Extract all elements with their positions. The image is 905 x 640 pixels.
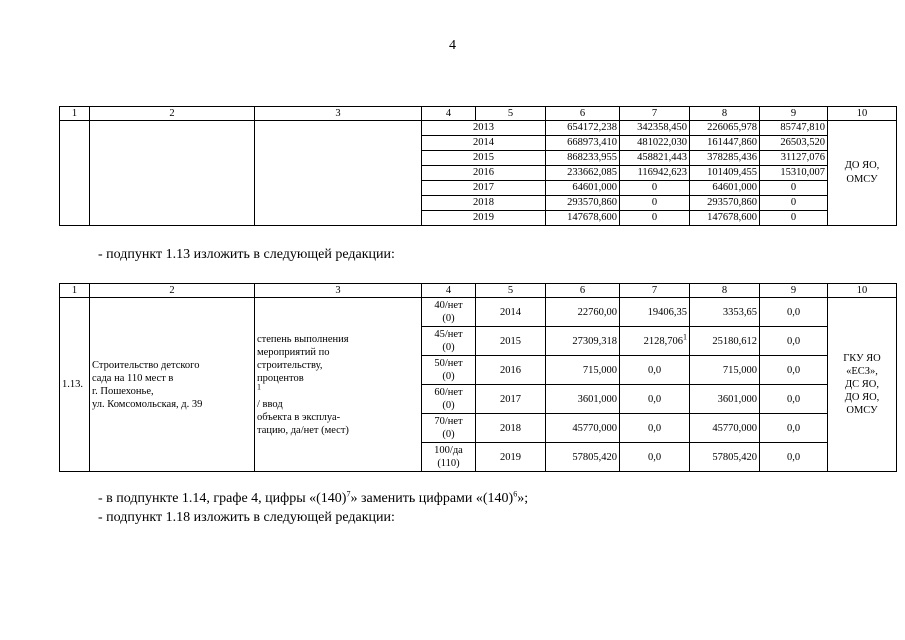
- target-value-cell: [422, 385, 476, 414]
- amount-cell: 0: [760, 181, 828, 196]
- amount-cell: 161447,860: [690, 136, 760, 151]
- table-header-row: [60, 284, 897, 298]
- table-row: [60, 298, 897, 327]
- amount-cell: [620, 298, 690, 327]
- year-cell: 2013: [422, 121, 546, 136]
- amount-cell: 293570,860: [546, 196, 620, 211]
- header-cell: 3: [255, 107, 422, 121]
- amount-cell: 378285,436: [690, 151, 760, 166]
- header-cell: 6: [546, 107, 620, 121]
- item-number-cell: 1.13.: [60, 298, 90, 472]
- amount-cell: 45770,000: [690, 414, 760, 443]
- header-cell: 10: [828, 284, 897, 298]
- amount-cell: [620, 443, 690, 472]
- amount-value: 0,0: [647, 364, 662, 376]
- amount-cell: 31127,076: [760, 151, 828, 166]
- amount-cell: 0: [620, 181, 690, 196]
- paragraph-text: - в подпункте 1.14, графе 4, цифры «(140): [98, 491, 347, 506]
- executor-line: ДО ЯО,: [844, 392, 880, 403]
- executor-cell: [828, 121, 897, 226]
- amount-cell: 45770,000: [546, 414, 620, 443]
- amount-cell: 458821,443: [620, 151, 690, 166]
- amount-cell: [620, 327, 690, 356]
- amendment-paragraph-1-14: [98, 491, 528, 507]
- target-value-cell: [422, 327, 476, 356]
- amount-cell: 3601,000: [690, 385, 760, 414]
- header-cell: 6: [546, 284, 620, 298]
- amount-cell: [620, 356, 690, 385]
- table-header-row: [60, 107, 897, 121]
- header-cell: 7: [620, 284, 690, 298]
- footnote-mark: 1: [257, 382, 261, 391]
- amount-cell: 64601,000: [690, 181, 760, 196]
- year-cell: 2015: [476, 327, 546, 356]
- amount-value: 0,0: [647, 422, 662, 434]
- indicator-line: [257, 333, 419, 346]
- amount-cell: [620, 414, 690, 443]
- indicator-text: степень выполнения: [257, 333, 349, 345]
- amount-cell: 0: [620, 196, 690, 211]
- target-value-cell: [422, 414, 476, 443]
- amount-cell: 668973,410: [546, 136, 620, 151]
- target-value-qty: (110): [437, 458, 460, 469]
- amount-cell: 293570,860: [690, 196, 760, 211]
- year-cell: 2014: [422, 136, 546, 151]
- amount-cell: 233662,085: [546, 166, 620, 181]
- activity-table: [59, 283, 897, 472]
- target-value-cell: [422, 298, 476, 327]
- header-cell: 7: [620, 107, 690, 121]
- amount-cell: 57805,420: [690, 443, 760, 472]
- header-cell: 1: [60, 284, 90, 298]
- header-cell: 3: [255, 284, 422, 298]
- amount-value: 0,0: [647, 451, 662, 463]
- amendment-paragraph-1-13: - подпункт 1.13 изложить в следующей редакции:: [98, 247, 395, 262]
- target-value-qty: (0): [442, 371, 455, 382]
- target-value: 50/нет: [434, 358, 463, 369]
- empty-cell: [60, 121, 90, 226]
- indicator-text: объекта в эксплуа-: [257, 411, 341, 423]
- amount-cell: 0: [620, 211, 690, 226]
- executor-line: ГКУ ЯО: [843, 353, 881, 364]
- amount-cell: 654172,238: [546, 121, 620, 136]
- year-cell: 2017: [476, 385, 546, 414]
- amount-cell: 3601,000: [546, 385, 620, 414]
- amount-cell: 481022,030: [620, 136, 690, 151]
- empty-cell: [255, 121, 422, 226]
- header-cell: 5: [476, 284, 546, 298]
- target-value-qty: (0): [442, 313, 455, 324]
- header-cell: 9: [760, 284, 828, 298]
- header-cell: 2: [90, 107, 255, 121]
- year-cell: 2014: [476, 298, 546, 327]
- target-value-cell: [422, 443, 476, 472]
- year-cell: 2015: [422, 151, 546, 166]
- target-value-qty: (0): [442, 342, 455, 353]
- table-row: [60, 121, 897, 136]
- amount-cell: 0,0: [760, 298, 828, 327]
- year-cell: 2016: [422, 166, 546, 181]
- executor-line: ДС ЯО,: [844, 379, 879, 390]
- page-number: 4: [449, 38, 456, 53]
- amount-cell: 26503,520: [760, 136, 828, 151]
- amount-cell: 147678,600: [546, 211, 620, 226]
- target-value: 40/нет: [434, 300, 463, 311]
- amount-cell: 3353,65: [690, 298, 760, 327]
- indicator-line: [257, 424, 419, 437]
- amount-value: 19406,35: [647, 306, 687, 318]
- year-cell: 2018: [476, 414, 546, 443]
- amount-cell: 715,000: [546, 356, 620, 385]
- amount-cell: 0: [760, 211, 828, 226]
- header-cell: 2: [90, 284, 255, 298]
- header-cell: 9: [760, 107, 828, 121]
- amount-cell: 0,0: [760, 327, 828, 356]
- amount-cell: 64601,000: [546, 181, 620, 196]
- indicator-text: мероприятий по: [257, 346, 330, 358]
- activity-name-line: ул. Комсомольская, д. 39: [92, 398, 203, 410]
- indicator-text: тацию, да/нет (мест): [257, 424, 349, 436]
- activity-name-cell: [90, 298, 255, 472]
- activity-name-line: сада на 110 мест в: [92, 372, 174, 384]
- executor-line: ДО ЯО,: [844, 160, 880, 171]
- funding-table: [59, 106, 897, 226]
- amount-cell: 101409,455: [690, 166, 760, 181]
- year-cell: 2019: [476, 443, 546, 472]
- amount-cell: 27309,318: [546, 327, 620, 356]
- header-cell: 1: [60, 107, 90, 121]
- footnote-mark: 6: [513, 489, 518, 499]
- indicator-text: строительству,: [257, 359, 323, 371]
- target-value-qty: (0): [442, 400, 455, 411]
- empty-cell: [90, 121, 255, 226]
- amount-cell: 0,0: [760, 443, 828, 472]
- funding-table-body: [60, 107, 897, 226]
- header-cell: 8: [690, 284, 760, 298]
- amount-cell: 0,0: [760, 385, 828, 414]
- amendment-paragraph-1-18: - подпункт 1.18 изложить в следующей редакции:: [98, 510, 395, 525]
- amount-cell: 85747,810: [760, 121, 828, 136]
- activity-table-body: [60, 284, 897, 472]
- amount-cell: 147678,600: [690, 211, 760, 226]
- target-value: 70/нет: [434, 416, 463, 427]
- indicator-line: [257, 359, 419, 372]
- amount-cell: 15310,007: [760, 166, 828, 181]
- header-cell: 10: [828, 107, 897, 121]
- header-cell: 4: [422, 107, 476, 121]
- year-cell: 2017: [422, 181, 546, 196]
- header-cell: 5: [476, 107, 546, 121]
- target-value: 60/нет: [434, 387, 463, 398]
- amount-cell: 22760,00: [546, 298, 620, 327]
- executor-cell: [828, 298, 897, 472]
- amount-cell: 25180,612: [690, 327, 760, 356]
- amount-cell: 0,0: [760, 414, 828, 443]
- amount-cell: 57805,420: [546, 443, 620, 472]
- executor-line: ОМСУ: [846, 405, 878, 416]
- amount-cell: [620, 385, 690, 414]
- indicator-cell: [255, 298, 422, 472]
- amount-value: 0,0: [647, 393, 662, 405]
- target-value: 100/да: [434, 445, 463, 456]
- amount-cell: 226065,978: [690, 121, 760, 136]
- target-value-cell: [422, 356, 476, 385]
- header-cell: 8: [690, 107, 760, 121]
- paragraph-text: » заменить цифрами «(140): [350, 491, 514, 506]
- indicator-text: / ввод: [257, 398, 283, 410]
- executor-line: ОМСУ: [846, 174, 878, 185]
- indicator-line: [257, 372, 419, 411]
- year-cell: 2018: [422, 196, 546, 211]
- amount-cell: 0,0: [760, 356, 828, 385]
- header-cell: 4: [422, 284, 476, 298]
- footnote-mark: 7: [346, 489, 351, 499]
- amount-cell: 868233,955: [546, 151, 620, 166]
- target-value-qty: (0): [442, 429, 455, 440]
- footnote-mark: 1: [683, 332, 687, 341]
- target-value: 45/нет: [434, 329, 463, 340]
- amount-cell: 715,000: [690, 356, 760, 385]
- indicator-line: [257, 346, 419, 359]
- amount-cell: 116942,623: [620, 166, 690, 181]
- indicator-text: процентов: [257, 372, 304, 384]
- amount-cell: 342358,450: [620, 121, 690, 136]
- amount-value: 2128,706: [643, 335, 683, 347]
- activity-name-line: г. Пошехонье,: [92, 385, 154, 397]
- executor-line: «ЕСЗ»,: [846, 366, 878, 377]
- year-cell: 2019: [422, 211, 546, 226]
- paragraph-text: »;: [517, 491, 529, 506]
- activity-name-line: Строительство детского: [92, 359, 200, 371]
- indicator-line: [257, 411, 419, 424]
- amount-cell: 0: [760, 196, 828, 211]
- year-cell: 2016: [476, 356, 546, 385]
